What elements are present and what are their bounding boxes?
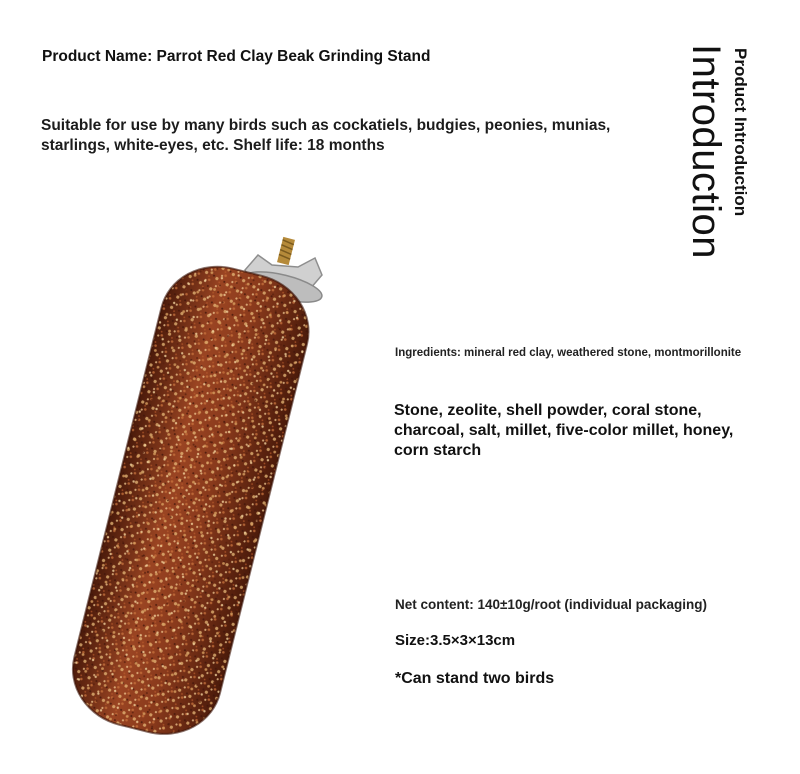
side-title <box>683 44 763 274</box>
ingredients: Ingredients: mineral red clay, weathered stone, montmorillonite <box>395 347 742 359</box>
product-name: Product Name: Parrot Red Clay Beak Grinding Stand <box>42 48 431 65</box>
net-content: Net content: 140±10g/root (individual packaging) <box>395 597 707 612</box>
suitable-description: Suitable for use by many birds such as cockatiels, budgies, peonies, munias, starlings, white-eyes, etc. Shelf life: 18 months <box>41 117 611 154</box>
clay-perch <box>61 254 320 746</box>
side-label-large: Introduction <box>684 44 728 260</box>
side-label-small: Product Introduction <box>731 48 750 217</box>
capacity-note: *Can stand two birds <box>395 670 555 687</box>
components-list: Stone, zeolite, shell powder, coral stone, charcoal, salt, millet, five-color millet, honey, corn starch <box>394 402 734 459</box>
size-spec: Size:3.5×3×13cm <box>395 632 516 649</box>
perch-image <box>40 225 340 755</box>
